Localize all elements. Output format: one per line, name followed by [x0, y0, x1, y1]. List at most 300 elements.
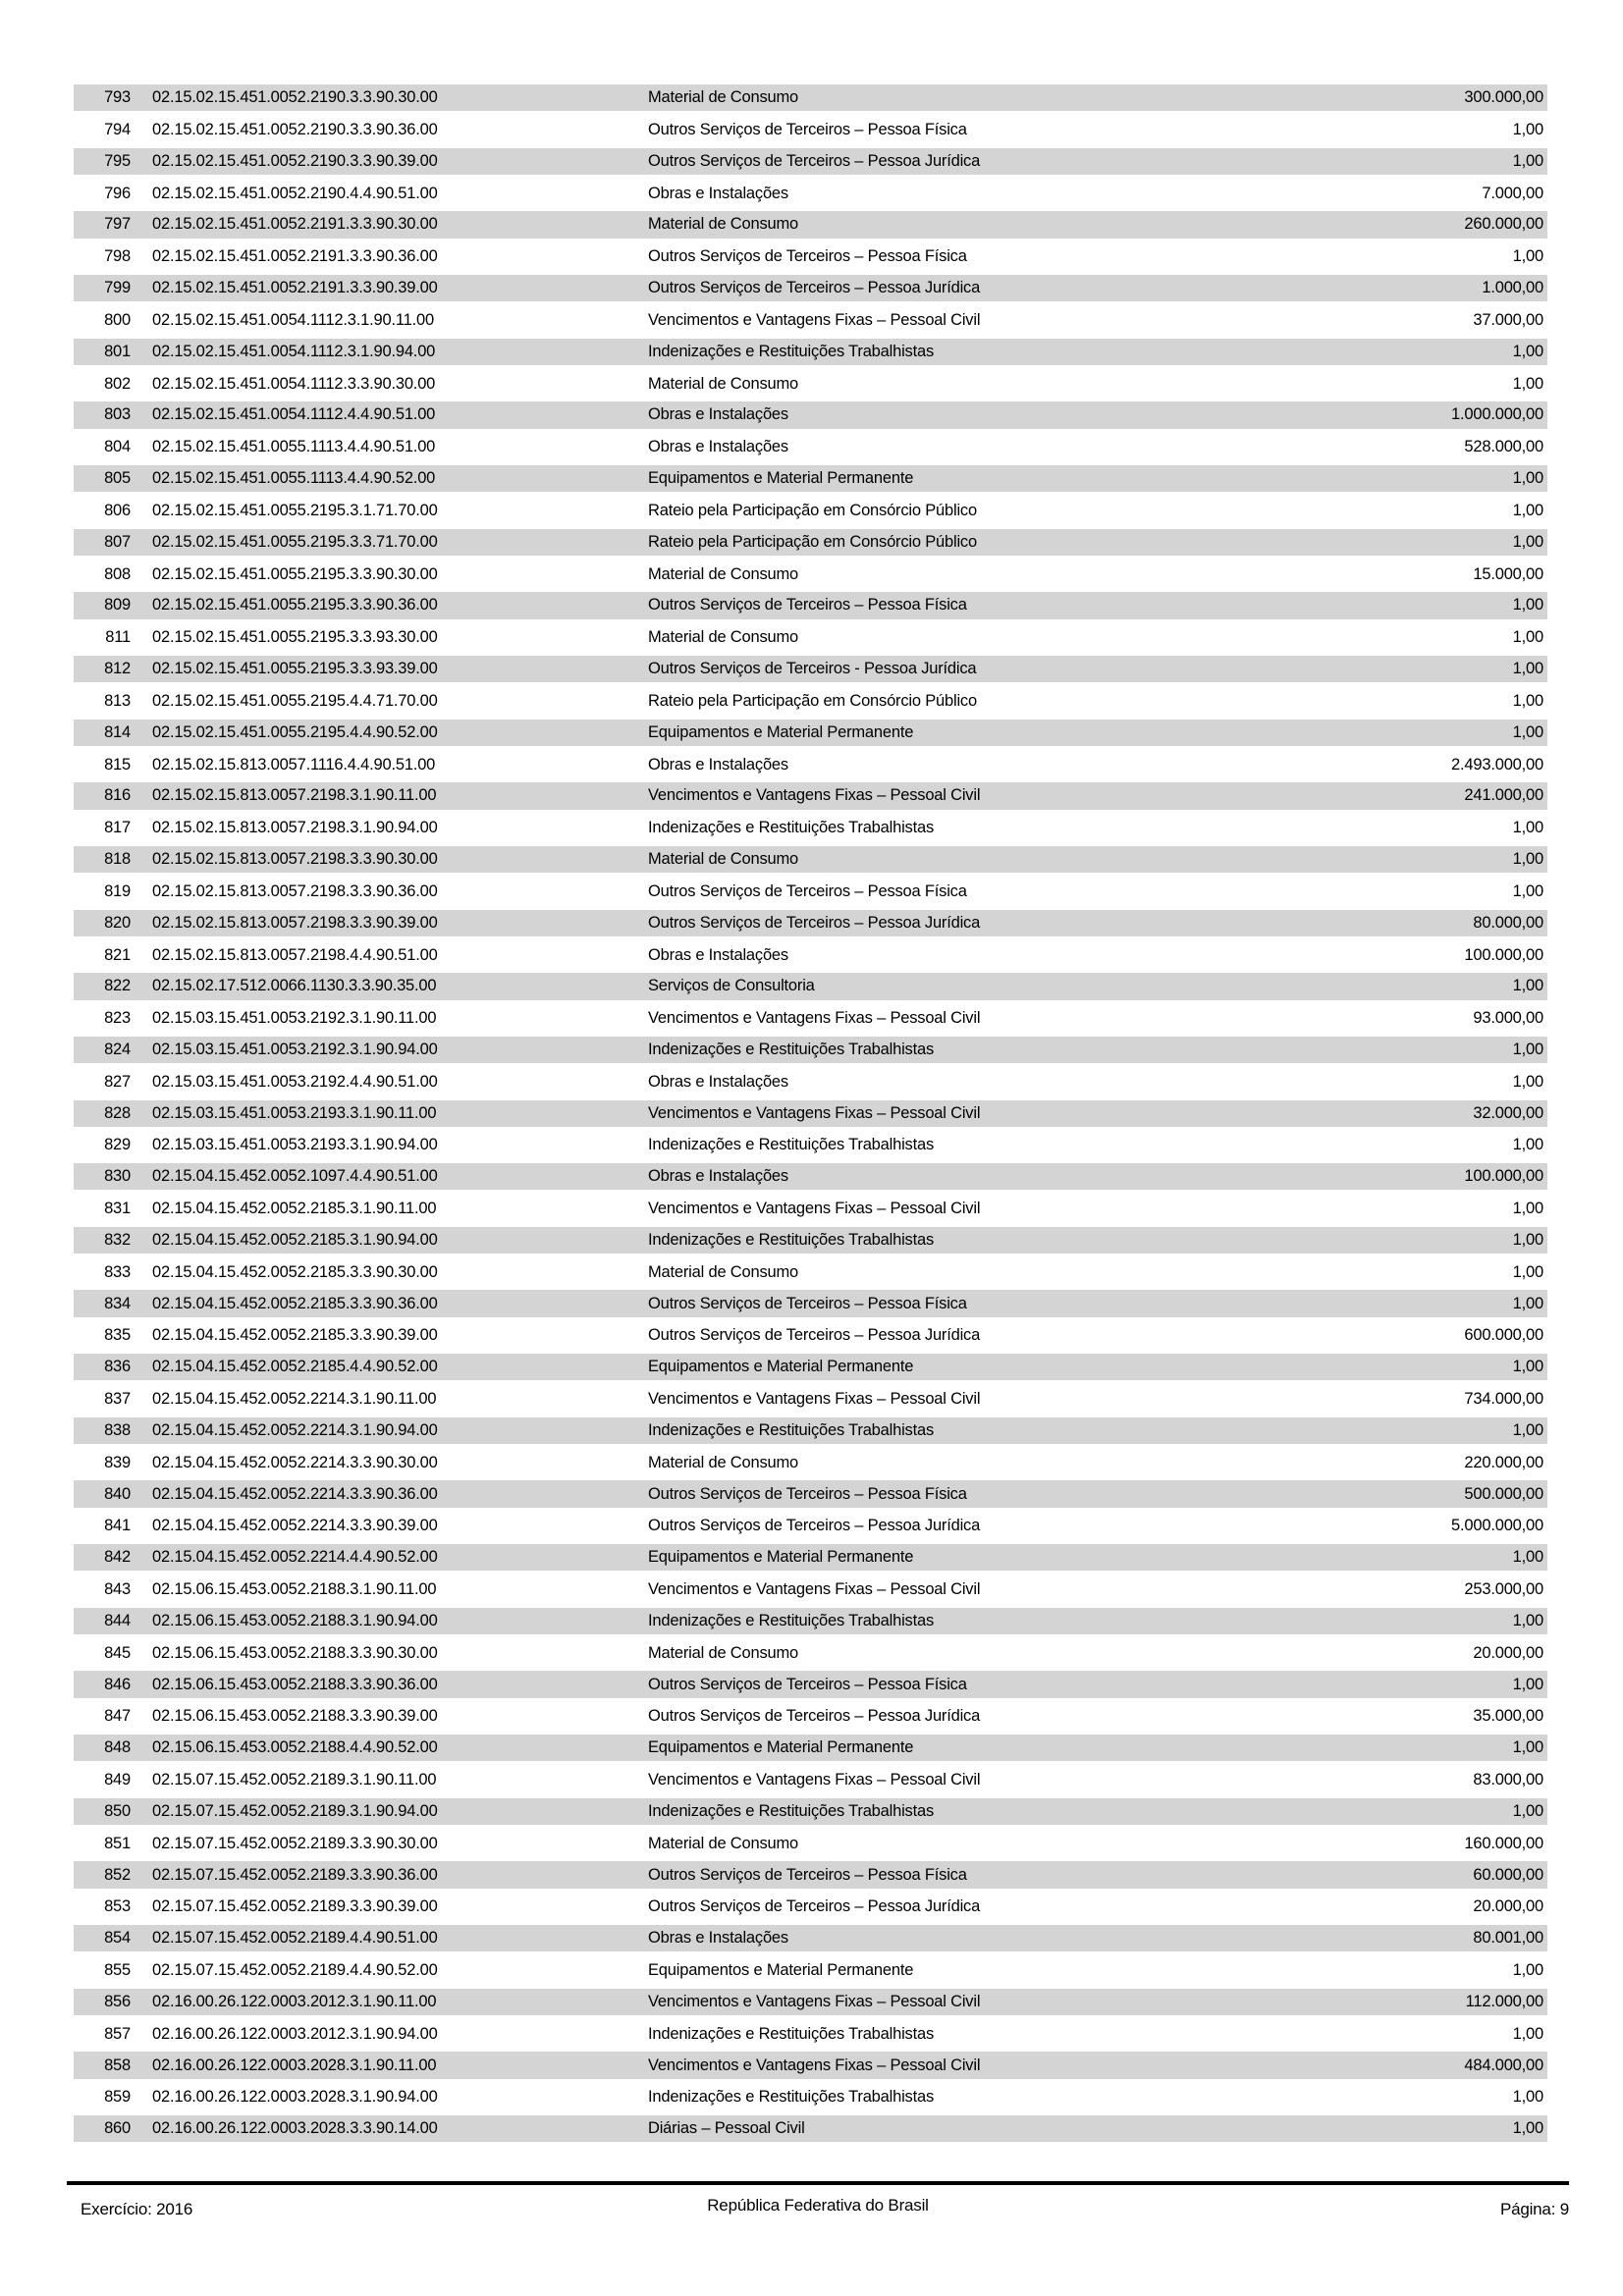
row-number-cell: 827	[104, 1072, 131, 1091]
value-cell: 83.000,00	[1473, 1771, 1543, 1789]
table-row	[74, 971, 1547, 1002]
code-cell: 02.16.00.26.122.0003.2028.3.1.90.94.00	[152, 2088, 438, 2107]
row-number-cell: 801	[104, 342, 131, 360]
row-number-cell: 848	[104, 1738, 131, 1757]
row-number-cell: 820	[104, 913, 131, 932]
row-number-cell: 809	[104, 596, 131, 614]
code-cell: 02.15.07.15.452.0052.2189.3.3.90.36.00	[152, 1865, 438, 1884]
row-number-cell: 836	[104, 1358, 131, 1376]
row-number-cell: 840	[104, 1484, 131, 1503]
footer-divider	[67, 2181, 1569, 2185]
value-cell: 1,00	[1512, 628, 1543, 647]
table-row	[74, 209, 1547, 240]
description-cell: Material de Consumo	[648, 564, 799, 583]
description-cell: Outros Serviços de Terceiros – Pessoa Jurídica	[648, 1517, 981, 1535]
table-row	[74, 559, 1547, 590]
code-cell: 02.15.07.15.452.0052.2189.3.1.90.11.00	[152, 1771, 437, 1789]
value-cell: 253.000,00	[1464, 1580, 1543, 1599]
code-cell: 02.15.07.15.452.0052.2189.4.4.90.52.00	[152, 1961, 438, 1980]
value-cell: 734.000,00	[1464, 1390, 1543, 1409]
description-cell: Material de Consumo	[648, 374, 799, 393]
code-cell: 02.15.04.15.452.0052.2185.3.3.90.39.00	[152, 1326, 438, 1345]
value-cell: 260.000,00	[1464, 215, 1543, 234]
value-cell: 528.000,00	[1464, 438, 1543, 456]
row-number-cell: 822	[104, 977, 131, 995]
code-cell: 02.15.02.15.813.0057.2198.3.1.90.11.00	[152, 786, 437, 805]
value-cell: 1,00	[1512, 247, 1543, 266]
description-cell: Outros Serviços de Terceiros – Pessoa Jurídica	[648, 1897, 981, 1916]
description-cell: Indenizações e Restituições Trabalhistas	[648, 1041, 934, 1058]
code-cell: 02.15.04.15.452.0052.2214.3.3.90.36.00	[152, 1484, 438, 1503]
code-cell: 02.15.02.15.451.0055.2195.3.3.90.30.00	[152, 564, 438, 583]
row-number-cell: 855	[104, 1961, 131, 1980]
row-number-cell: 798	[104, 247, 131, 266]
description-cell: Obras e Instalações	[648, 1929, 788, 1948]
description-cell: Obras e Instalações	[648, 438, 788, 456]
value-cell: 60.000,00	[1473, 1865, 1543, 1884]
code-cell: 02.15.02.15.451.0055.2195.3.3.90.36.00	[152, 596, 438, 614]
code-cell: 02.15.07.15.452.0052.2189.4.4.90.51.00	[152, 1929, 438, 1948]
row-number-cell: 813	[104, 691, 131, 710]
footer-country-label: República Federativa do Brasil	[707, 2196, 929, 2215]
code-cell: 02.15.02.15.813.0057.2198.3.3.90.36.00	[152, 881, 438, 900]
table-row	[74, 1859, 1547, 1891]
code-cell: 02.15.04.15.452.0052.2214.3.1.90.11.00	[152, 1390, 437, 1409]
value-cell: 1,00	[1512, 1072, 1543, 1091]
budget-table	[74, 82, 1547, 2145]
code-cell: 02.15.04.15.452.0052.2185.4.4.90.52.00	[152, 1358, 438, 1376]
table-row	[74, 1892, 1547, 1923]
table-row	[74, 1828, 1547, 1859]
table-row	[74, 178, 1547, 209]
row-number-cell: 832	[104, 1230, 131, 1249]
value-cell: 1,00	[1512, 722, 1543, 741]
value-cell: 1,00	[1512, 819, 1543, 837]
value-cell: 220.000,00	[1464, 1453, 1543, 1471]
value-cell: 1,00	[1512, 1200, 1543, 1218]
description-cell: Vencimentos e Vantagens Fixas – Pessoal Civil	[648, 1390, 981, 1409]
code-cell: 02.15.06.15.453.0052.2188.4.4.90.52.00	[152, 1738, 438, 1757]
row-number-cell: 841	[104, 1517, 131, 1535]
description-cell: Outros Serviços de Terceiros – Pessoa Jurídica	[648, 1707, 981, 1726]
description-cell: Vencimentos e Vantagens Fixas – Pessoal Civil	[648, 310, 981, 329]
table-row	[74, 1066, 1547, 1097]
table-row	[74, 368, 1547, 400]
code-cell: 02.16.00.26.122.0003.2028.3.1.90.11.00	[152, 2056, 437, 2074]
description-cell: Obras e Instalações	[648, 405, 788, 424]
value-cell: 112.000,00	[1465, 1992, 1543, 2010]
value-cell: 1,00	[1512, 691, 1543, 710]
value-cell: 1,00	[1512, 1262, 1543, 1281]
value-cell: 500.000,00	[1464, 1484, 1543, 1503]
row-number-cell: 838	[104, 1420, 131, 1439]
row-number-cell: 839	[104, 1453, 131, 1471]
code-cell: 02.15.07.15.452.0052.2189.3.3.90.30.00	[152, 1834, 438, 1852]
row-number-cell: 860	[104, 2119, 131, 2138]
row-number-cell: 805	[104, 469, 131, 488]
value-cell: 1,00	[1512, 2088, 1543, 2107]
table-row	[74, 2018, 1547, 2050]
row-number-cell: 828	[104, 1103, 131, 1122]
description-cell: Equipamentos e Material Permanente	[648, 469, 914, 488]
row-number-cell: 793	[104, 88, 131, 107]
table-row	[74, 718, 1547, 749]
table-row	[74, 1669, 1547, 1700]
row-number-cell: 817	[104, 819, 131, 837]
code-cell: 02.15.03.15.451.0053.2192.3.1.90.94.00	[152, 1041, 438, 1058]
table-row	[74, 1511, 1547, 1542]
value-cell: 241.000,00	[1464, 786, 1543, 805]
value-cell: 32.000,00	[1473, 1103, 1543, 1122]
table-row	[74, 908, 1547, 939]
code-cell: 02.15.02.15.451.0055.1113.4.4.90.51.00	[152, 438, 436, 456]
row-number-cell: 821	[104, 945, 131, 964]
description-cell: Outros Serviços de Terceiros – Pessoa Física	[648, 881, 967, 900]
description-cell: Obras e Instalações	[648, 1072, 788, 1091]
description-cell: Outros Serviços de Terceiros – Pessoa Física	[648, 1675, 967, 1693]
value-cell: 1,00	[1512, 1961, 1543, 1980]
row-number-cell: 823	[104, 1009, 131, 1028]
code-cell: 02.15.02.15.451.0054.1112.4.4.90.51.00	[152, 405, 436, 424]
table-row	[74, 1098, 1547, 1130]
code-cell: 02.15.06.15.453.0052.2188.3.1.90.11.00	[152, 1580, 437, 1599]
table-row	[74, 685, 1547, 717]
value-cell: 1,00	[1512, 1041, 1543, 1058]
value-cell: 1.000.000,00	[1451, 405, 1543, 424]
row-number-cell: 807	[104, 532, 131, 551]
value-cell: 100.000,00	[1464, 1167, 1543, 1186]
code-cell: 02.15.06.15.453.0052.2188.3.3.90.36.00	[152, 1675, 438, 1693]
description-cell: Material de Consumo	[648, 215, 799, 234]
description-cell: Outros Serviços de Terceiros - Pessoa Jurídica	[648, 660, 977, 678]
description-cell: Outros Serviços de Terceiros – Pessoa Física	[648, 1865, 967, 1884]
code-cell: 02.15.04.15.452.0052.2214.3.3.90.39.00	[152, 1517, 438, 1535]
code-cell: 02.15.07.15.452.0052.2189.3.1.90.94.00	[152, 1801, 438, 1820]
table-row	[74, 813, 1547, 844]
table-row	[74, 400, 1547, 431]
code-cell: 02.15.03.15.451.0053.2192.4.4.90.51.00	[152, 1072, 438, 1091]
value-cell: 5.000.000,00	[1451, 1517, 1543, 1535]
table-row	[74, 2113, 1547, 2145]
description-cell: Vencimentos e Vantagens Fixas – Pessoal Civil	[648, 1992, 981, 2010]
value-cell: 20.000,00	[1473, 1643, 1543, 1662]
code-cell: 02.15.03.15.451.0053.2193.3.1.90.94.00	[152, 1136, 438, 1154]
row-number-cell: 842	[104, 1548, 131, 1567]
table-row	[74, 1542, 1547, 1574]
code-cell: 02.15.07.15.452.0052.2189.3.3.90.39.00	[152, 1897, 438, 1916]
description-cell: Serviços de Consultoria	[648, 977, 815, 995]
row-number-cell: 795	[104, 151, 131, 170]
value-cell: 1,00	[1512, 1548, 1543, 1567]
description-cell: Vencimentos e Vantagens Fixas – Pessoal Civil	[648, 786, 981, 805]
code-cell: 02.15.02.15.813.0057.1116.4.4.90.51.00	[152, 755, 436, 774]
description-cell: Rateio pela Participação em Consórcio Público	[648, 501, 977, 519]
code-cell: 02.15.03.15.451.0053.2193.3.1.90.11.00	[152, 1103, 437, 1122]
code-cell: 02.15.02.15.451.0055.1113.4.4.90.52.00	[152, 469, 436, 488]
table-row	[74, 82, 1547, 114]
table-row	[74, 1383, 1547, 1415]
row-number-cell: 803	[104, 405, 131, 424]
value-cell: 1,00	[1512, 1675, 1543, 1693]
value-cell: 1,00	[1512, 532, 1543, 551]
row-number-cell: 808	[104, 564, 131, 583]
description-cell: Outros Serviços de Terceiros – Pessoa Física	[648, 1294, 967, 1312]
row-number-cell: 854	[104, 1929, 131, 1948]
row-number-cell: 802	[104, 374, 131, 393]
row-number-cell: 846	[104, 1675, 131, 1693]
description-cell: Material de Consumo	[648, 850, 799, 869]
description-cell: Obras e Instalações	[648, 184, 788, 202]
code-cell: 02.15.04.15.452.0052.2214.3.1.90.94.00	[152, 1420, 438, 1439]
value-cell: 300.000,00	[1464, 88, 1543, 107]
code-cell: 02.15.02.15.451.0054.1112.3.1.90.94.00	[152, 342, 436, 360]
table-row	[74, 1574, 1547, 1605]
value-cell: 1,00	[1512, 1230, 1543, 1249]
row-number-cell: 816	[104, 786, 131, 805]
table-row	[74, 1193, 1547, 1224]
description-cell: Outros Serviços de Terceiros – Pessoa Jurídica	[648, 913, 981, 932]
table-row	[74, 1701, 1547, 1733]
value-cell: 1,00	[1512, 374, 1543, 393]
row-number-cell: 799	[104, 279, 131, 297]
value-cell: 1,00	[1512, 1738, 1543, 1757]
code-cell: 02.15.02.15.451.0055.2195.3.3.93.39.00	[152, 660, 438, 678]
description-cell: Obras e Instalações	[648, 755, 788, 774]
code-cell: 02.15.04.15.452.0052.2185.3.1.90.94.00	[152, 1230, 438, 1249]
value-cell: 100.000,00	[1464, 945, 1543, 964]
code-cell: 02.15.04.15.452.0052.2185.3.3.90.30.00	[152, 1262, 438, 1281]
value-cell: 20.000,00	[1473, 1897, 1543, 1916]
table-row	[74, 1130, 1547, 1161]
code-cell: 02.15.02.15.451.0054.1112.3.1.90.11.00	[152, 310, 434, 329]
row-number-cell: 849	[104, 1771, 131, 1789]
description-cell: Obras e Instalações	[648, 1167, 788, 1186]
description-cell: Outros Serviços de Terceiros – Pessoa Jurídica	[648, 1326, 981, 1345]
row-number-cell: 851	[104, 1834, 131, 1852]
table-row	[74, 1415, 1547, 1447]
value-cell: 1,00	[1512, 1801, 1543, 1820]
row-number-cell: 829	[104, 1136, 131, 1154]
code-cell: 02.15.02.15.451.0052.2190.3.3.90.30.00	[152, 88, 438, 107]
value-cell: 1,00	[1512, 881, 1543, 900]
row-number-cell: 859	[104, 2088, 131, 2107]
table-row	[74, 146, 1547, 178]
description-cell: Equipamentos e Material Permanente	[648, 1548, 914, 1567]
description-cell: Indenizações e Restituições Trabalhistas	[648, 2088, 934, 2107]
code-cell: 02.16.00.26.122.0003.2012.3.1.90.11.00	[152, 1992, 437, 2010]
code-cell: 02.15.04.15.452.0052.1097.4.4.90.51.00	[152, 1167, 438, 1186]
value-cell: 1,00	[1512, 977, 1543, 995]
table-row	[74, 844, 1547, 876]
table-row	[74, 2050, 1547, 2081]
value-cell: 484.000,00	[1464, 2056, 1543, 2074]
code-cell: 02.15.02.15.451.0052.2190.4.4.90.51.00	[152, 184, 438, 202]
table-row	[74, 1161, 1547, 1193]
value-cell: 1,00	[1512, 120, 1543, 138]
footer-page-number: Página: 9	[1499, 2200, 1569, 2218]
description-cell: Indenizações e Restituições Trabalhistas	[648, 2024, 934, 2043]
table-row	[74, 495, 1547, 526]
table-row	[74, 876, 1547, 907]
value-cell: 1,00	[1512, 1358, 1543, 1376]
description-cell: Vencimentos e Vantagens Fixas – Pessoal Civil	[648, 2056, 981, 2074]
row-number-cell: 796	[104, 184, 131, 202]
value-cell: 1,00	[1512, 342, 1543, 360]
value-cell: 1,00	[1512, 501, 1543, 519]
code-cell: 02.15.06.15.453.0052.2188.3.1.90.94.00	[152, 1611, 438, 1629]
code-cell: 02.16.00.26.122.0003.2012.3.1.90.94.00	[152, 2024, 438, 2043]
table-row	[74, 1320, 1547, 1352]
value-cell: 35.000,00	[1473, 1707, 1543, 1726]
table-row	[74, 1256, 1547, 1288]
row-number-cell: 850	[104, 1801, 131, 1820]
row-number-cell: 858	[104, 2056, 131, 2074]
value-cell: 1.000,00	[1482, 279, 1543, 297]
row-number-cell: 852	[104, 1865, 131, 1884]
description-cell: Rateio pela Participação em Consórcio Público	[648, 532, 977, 551]
code-cell: 02.15.02.15.813.0057.2198.3.3.90.30.00	[152, 850, 438, 869]
value-cell: 1,00	[1512, 1136, 1543, 1154]
table-row	[74, 463, 1547, 495]
row-number-cell: 800	[104, 310, 131, 329]
description-cell: Material de Consumo	[648, 1834, 799, 1852]
table-row	[74, 1447, 1547, 1478]
table-row	[74, 273, 1547, 304]
table-row	[74, 590, 1547, 621]
value-cell: 1,00	[1512, 1294, 1543, 1312]
value-cell: 1,00	[1512, 1611, 1543, 1629]
code-cell: 02.15.02.15.451.0052.2191.3.3.90.39.00	[152, 279, 438, 297]
value-cell: 7.000,00	[1482, 184, 1543, 202]
value-cell: 600.000,00	[1464, 1326, 1543, 1345]
row-number-cell: 812	[104, 660, 131, 678]
value-cell: 1,00	[1512, 469, 1543, 488]
row-number-cell: 831	[104, 1200, 131, 1218]
description-cell: Indenizações e Restituições Trabalhistas	[648, 1420, 934, 1439]
description-cell: Vencimentos e Vantagens Fixas – Pessoal Civil	[648, 1200, 981, 1218]
row-number-cell: 814	[104, 722, 131, 741]
row-number-cell: 844	[104, 1611, 131, 1629]
table-row	[74, 1478, 1547, 1510]
code-cell: 02.15.02.15.451.0052.2190.3.3.90.39.00	[152, 151, 438, 170]
code-cell: 02.15.04.15.452.0052.2185.3.3.90.36.00	[152, 1294, 438, 1312]
row-number-cell: 857	[104, 2024, 131, 2043]
row-number-cell: 837	[104, 1390, 131, 1409]
code-cell: 02.15.04.15.452.0052.2214.3.3.90.30.00	[152, 1453, 438, 1471]
row-number-cell: 856	[104, 1992, 131, 2010]
table-row	[74, 304, 1547, 336]
description-cell: Indenizações e Restituições Trabalhistas	[648, 1136, 934, 1154]
row-number-cell: 845	[104, 1643, 131, 1662]
value-cell: 93.000,00	[1473, 1009, 1543, 1028]
row-number-cell: 804	[104, 438, 131, 456]
value-cell: 80.001,00	[1473, 1929, 1543, 1948]
description-cell: Indenizações e Restituições Trabalhistas	[648, 1611, 934, 1629]
description-cell: Material de Consumo	[648, 1262, 799, 1281]
table-row	[74, 527, 1547, 559]
row-number-cell: 819	[104, 881, 131, 900]
description-cell: Indenizações e Restituições Trabalhistas	[648, 342, 934, 360]
description-cell: Equipamentos e Material Permanente	[648, 722, 914, 741]
value-cell: 2.493.000,00	[1451, 755, 1543, 774]
value-cell: 1,00	[1512, 151, 1543, 170]
footer-exercise-label: Exercício: 2016	[81, 2200, 193, 2218]
description-cell: Diárias – Pessoal Civil	[648, 2119, 805, 2138]
code-cell: 02.15.04.15.452.0052.2214.4.4.90.52.00	[152, 1548, 438, 1567]
row-number-cell: 797	[104, 215, 131, 234]
code-cell: 02.15.06.15.453.0052.2188.3.3.90.39.00	[152, 1707, 438, 1726]
code-cell: 02.15.02.15.813.0057.2198.3.3.90.39.00	[152, 913, 438, 932]
description-cell: Material de Consumo	[648, 1453, 799, 1471]
description-cell: Outros Serviços de Terceiros – Pessoa Física	[648, 120, 967, 138]
code-cell: 02.15.02.15.813.0057.2198.4.4.90.51.00	[152, 945, 438, 964]
table-row	[74, 1225, 1547, 1256]
description-cell: Outros Serviços de Terceiros – Pessoa Física	[648, 1484, 967, 1503]
code-cell: 02.16.00.26.122.0003.2028.3.3.90.14.00	[152, 2119, 438, 2138]
description-cell: Vencimentos e Vantagens Fixas – Pessoal Civil	[648, 1771, 981, 1789]
table-row	[74, 337, 1547, 368]
row-number-cell: 818	[104, 850, 131, 869]
table-row	[74, 654, 1547, 685]
table-row	[74, 1733, 1547, 1764]
row-number-cell: 824	[104, 1041, 131, 1058]
table-row	[74, 241, 1547, 273]
table-row	[74, 114, 1547, 145]
table-row	[74, 1923, 1547, 1954]
row-number-cell: 806	[104, 501, 131, 519]
code-cell: 02.15.02.15.451.0055.2195.3.3.93.30.00	[152, 628, 438, 647]
description-cell: Material de Consumo	[648, 1643, 799, 1662]
description-cell: Outros Serviços de Terceiros – Pessoa Jurídica	[648, 279, 981, 297]
table-row	[74, 1637, 1547, 1669]
row-number-cell: 815	[104, 755, 131, 774]
table-row	[74, 1352, 1547, 1383]
code-cell: 02.15.02.15.451.0055.2195.4.4.90.52.00	[152, 722, 438, 741]
code-cell: 02.15.02.15.813.0057.2198.3.1.90.94.00	[152, 819, 438, 837]
table-row	[74, 1606, 1547, 1637]
code-cell: 02.15.02.15.451.0052.2191.3.3.90.30.00	[152, 215, 438, 234]
code-cell: 02.15.02.15.451.0052.2191.3.3.90.36.00	[152, 247, 438, 266]
table-row	[74, 1035, 1547, 1066]
table-row	[74, 1796, 1547, 1828]
description-cell: Material de Consumo	[648, 628, 799, 647]
table-row	[74, 1954, 1547, 1986]
value-cell: 1,00	[1512, 596, 1543, 614]
description-cell: Vencimentos e Vantagens Fixas – Pessoal Civil	[648, 1580, 981, 1599]
code-cell: 02.15.06.15.453.0052.2188.3.3.90.30.00	[152, 1643, 438, 1662]
value-cell: 160.000,00	[1464, 1834, 1543, 1852]
description-cell: Outros Serviços de Terceiros – Pessoa Física	[648, 247, 967, 266]
description-cell: Rateio pela Participação em Consórcio Público	[648, 691, 977, 710]
row-number-cell: 843	[104, 1580, 131, 1599]
description-cell: Material de Consumo	[648, 88, 799, 107]
table-row	[74, 780, 1547, 812]
table-row	[74, 622, 1547, 654]
description-cell: Vencimentos e Vantagens Fixas – Pessoal Civil	[648, 1103, 981, 1122]
description-cell: Indenizações e Restituições Trabalhistas	[648, 1801, 934, 1820]
code-cell: 02.15.02.17.512.0066.1130.3.3.90.35.00	[152, 977, 437, 995]
description-cell: Outros Serviços de Terceiros – Pessoa Física	[648, 596, 967, 614]
table-row	[74, 749, 1547, 780]
value-cell: 15.000,00	[1473, 564, 1543, 583]
table-row	[74, 1003, 1547, 1035]
description-cell: Equipamentos e Material Permanente	[648, 1738, 914, 1757]
table-row	[74, 1288, 1547, 1319]
table-row	[74, 2082, 1547, 2113]
code-cell: 02.15.04.15.452.0052.2185.3.1.90.11.00	[152, 1200, 437, 1218]
row-number-cell: 811	[105, 628, 131, 647]
row-number-cell: 847	[104, 1707, 131, 1726]
